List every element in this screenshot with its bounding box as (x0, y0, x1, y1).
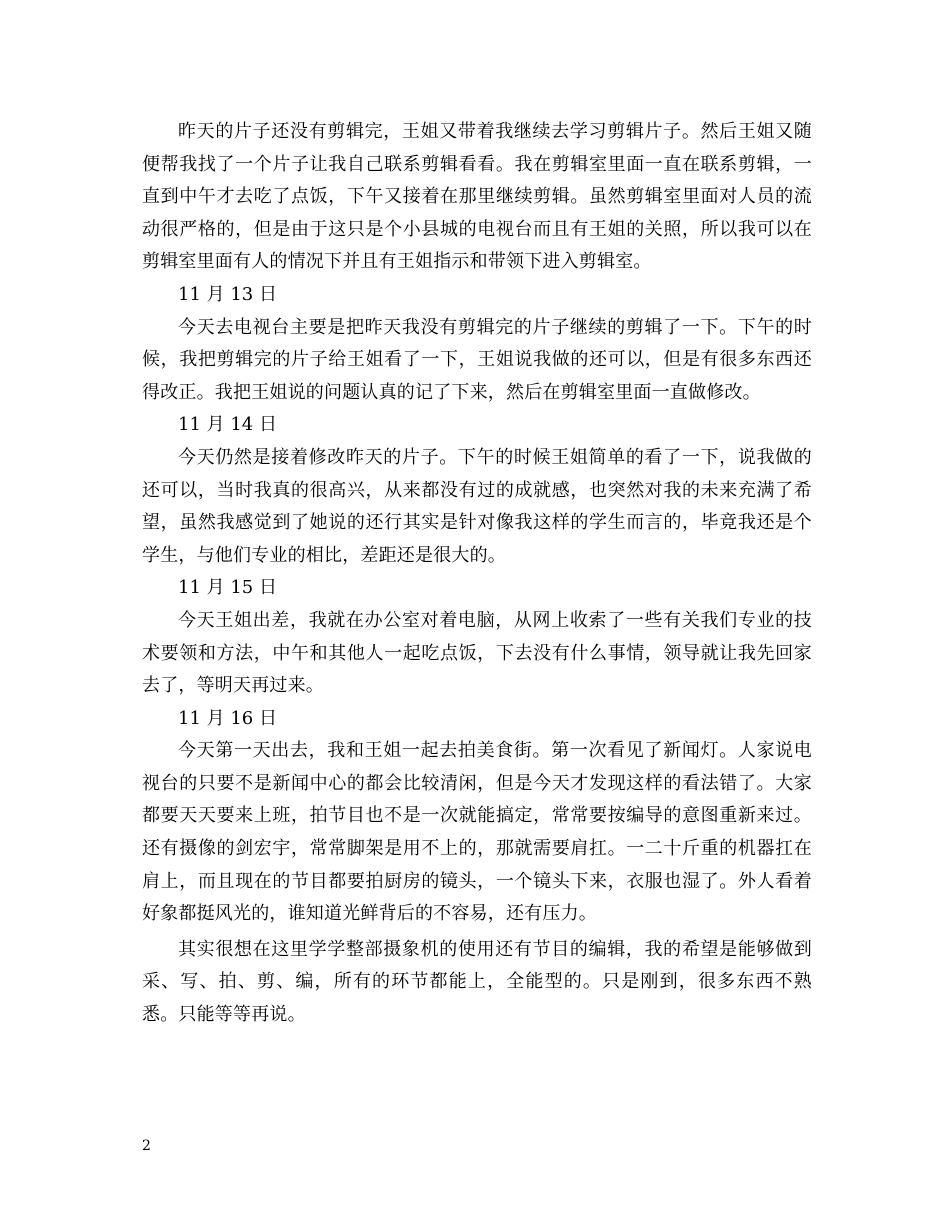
paragraph-nov-14: 今天仍然是接着修改昨天的片子。下午的时候王姐简单的看了一下，说我做的还可以，当时我真的很高兴，从来都没有过的成就感，也突然对我的未来充满了希望，虽然我感觉到了她说的还行其实是针对像我这样的学生而言的，毕竟我还是个学生，与他们专业的相比，差距还是很大的。 (142, 446, 812, 566)
date-heading-nov-14: 11 月 14 日 (178, 414, 277, 436)
date-heading-nov-15: 11 月 15 日 (178, 577, 277, 599)
page-number: 2 (142, 1138, 151, 1154)
paragraph-nov-15: 今天王姐出差，我就在办公室对着电脑，从网上收索了一些有关我们专业的技术要领和方法，中午和其他人一起吃点饭，下去没有什么事情，领导就让我先回家去了，等明天再过来。 (142, 609, 812, 697)
paragraph-closing-thoughts: 其实很想在这里学学整部摄象机的使用还有节目的编辑，我的希望是能够做到采、写、拍、剪、编，所有的环节都能上，全能型的。只是刚到，很多东西不熟悉。只能等等再说。 (142, 938, 812, 1026)
document-body (142, 116, 812, 1032)
paragraph-editing-continued: 昨天的片子还没有剪辑完，王姐又带着我继续去学习剪辑片子。然后王姐又随便帮我找了一个片子让我自己联系剪辑看看。我在剪辑室里面一直在联系剪辑，一直到中午才去吃了点饭，下午又接着在那里继续剪辑。虽然剪辑室里面对人员的流动很严格的，但是由于这只是个小县城的电视台而且有王姐的关照，所以我可以在剪辑室里面有人的情况下并且有王姐指示和带领下进入剪辑室。 (142, 121, 812, 273)
date-heading-nov-13: 11 月 13 日 (178, 283, 277, 305)
date-heading-nov-16: 11 月 16 日 (178, 707, 277, 729)
paragraph-nov-16: 今天第一天出去，我和王姐一起去拍美食街。第一次看见了新闻灯。人家说电视台的只要不是新闻中心的都会比较清闲，但是今天才发现这样的看法错了。大家都要天天要来上班，拍节目也不是一次就能搞定，常常要按编导的意图重新来过。还有摄像的剑宏宇，常常脚架是用不上的，那就需要肩扛。一二十斤重的机器扛在肩上，而且现在的节目都要拍厨房的镜头，一个镜头下来，衣服也湿了。外人看着好象都挺风光的，谁知道光鲜背后的不容易，还有压力。 (142, 740, 812, 925)
paragraph-nov-13: 今天去电视台主要是把昨天我没有剪辑完的片子继续的剪辑了一下。下午的时候，我把剪辑完的片子给王姐看了一下，王姐说我做的还可以，但是有很多东西还得改正。我把王姐说的问题认真的记了下来，然后在剪辑室里面一直做修改。 (142, 316, 812, 403)
